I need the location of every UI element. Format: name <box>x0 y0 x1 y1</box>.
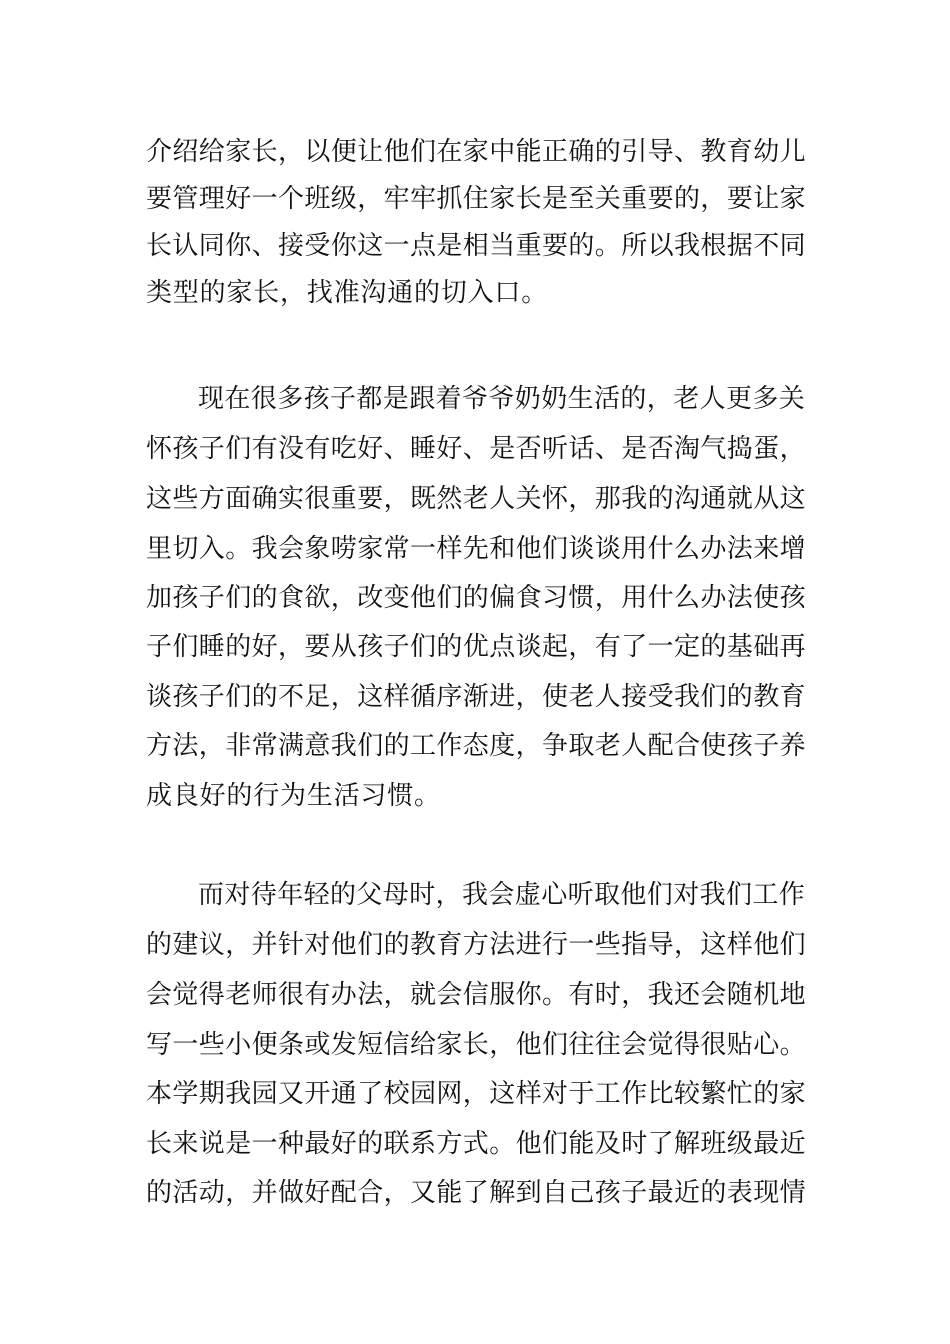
paragraph-2-line-1: 现在很多孩子都是跟着爷爷奶奶生活的，老人更多关 <box>198 384 806 414</box>
paragraph-3-line-7: 的活动，并做好配合，又能了解到自己孩子最近的表现情 <box>146 1178 807 1208</box>
paragraph-1-line-3: 长认同你、接受你这一点是相当重要的。所以我根据不同 <box>146 231 807 261</box>
paragraph-2-line-3: 这些方面确实很重要，既然老人关怀，那我的沟通就从这 <box>146 484 807 514</box>
paragraph-2-line-8: 方法，非常满意我们的工作态度，争取老人配合使孩子养 <box>146 731 807 761</box>
paragraph-2-line-5: 加孩子们的食欲，改变他们的偏食习惯，用什么办法使孩 <box>146 583 807 613</box>
paragraph-3-line-6: 长来说是一种最好的联系方式。他们能及时了解班级最近 <box>146 1129 807 1159</box>
paragraph-3-line-2: 的建议，并针对他们的教育方法进行一些指导，这样他们 <box>146 930 807 960</box>
paragraph-2-line-4: 里切入。我会象唠家常一样先和他们谈谈用什么办法来增 <box>146 534 807 564</box>
paragraph-3-line-4: 写一些小便条或发短信给家长，他们往往会觉得很贴心。 <box>146 1030 807 1060</box>
paragraph-3-line-5: 本学期我园又开通了校园网，这样对于工作比较繁忙的家 <box>146 1079 807 1109</box>
paragraph-2-line-6: 子们睡的好，要从孩子们的优点谈起，有了一定的基础再 <box>146 632 807 662</box>
paragraph-2-line-9: 成良好的行为生活习惯。 <box>146 781 441 811</box>
paragraph-3-line-1: 而对待年轻的父母时，我会虚心听取他们对我们工作 <box>198 880 806 910</box>
document-body <box>146 0 806 1344</box>
paragraph-1-line-4: 类型的家长，找准沟通的切入口。 <box>146 278 549 308</box>
paragraph-2-line-2: 怀孩子们有没有吃好、睡好、是否听话、是否淘气捣蛋， <box>146 434 807 464</box>
paragraph-1-line-2: 要管理好一个班级，牢牢抓住家长是至关重要的，要让家 <box>146 184 807 214</box>
paragraph-2-line-7: 谈孩子们的不足，这样循序渐进，使老人接受我们的教育 <box>146 682 807 712</box>
paragraph-3-line-3: 会觉得老师很有办法，就会信服你。有时，我还会随机地 <box>146 980 807 1010</box>
paragraph-1-line-1: 介绍给家长，以便让他们在家中能正确的引导、教育幼儿 <box>146 137 807 167</box>
